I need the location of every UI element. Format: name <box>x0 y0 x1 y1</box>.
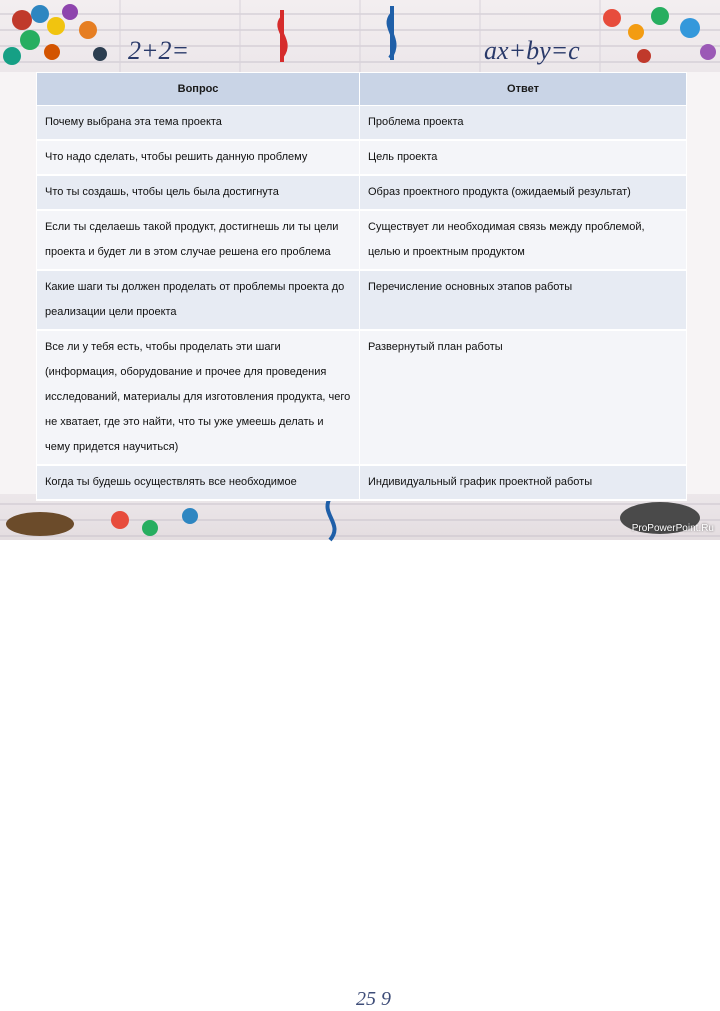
question-cell: Что надо сделать, чтобы решить данную проблему <box>37 140 360 175</box>
decorative-top-banner <box>0 0 720 72</box>
question-cell: Все ли у тебя есть, чтобы проделать эти шаги (информация, оборудование и прочее для проведения исследований, материалы для изготовления продукта, чего не хватает, где это найти, что ты уже умеешь делать и чему придется научиться) <box>37 330 360 465</box>
table-header-row <box>37 73 687 106</box>
answer-cell: Индивидуальный график проектной работы <box>360 465 687 500</box>
watermark-text: ProPowerPoint.Ru <box>631 523 714 534</box>
answer-cell: Развернутый план работы <box>360 330 687 465</box>
table-row <box>37 270 687 330</box>
table-row <box>37 106 687 141</box>
school-supplies-illustration <box>0 0 720 72</box>
question-cell: Какие шаги ты должен проделать от проблемы проекта до реализации цели проекта <box>37 270 360 330</box>
question-cell: Когда ты будешь осуществлять все необходимое <box>37 465 360 500</box>
decorative-left-margin <box>0 72 36 494</box>
formula-decoration-bottom: 25 9 <box>356 988 391 1010</box>
header-question: Вопрос <box>37 73 360 106</box>
table-row <box>37 140 687 175</box>
table-row <box>37 465 687 500</box>
formula-decoration-right: ax+by=c <box>484 36 580 65</box>
answer-cell: Цель проекта <box>360 140 687 175</box>
project-questions-table-container <box>36 72 686 501</box>
question-cell: Что ты создашь, чтобы цель была достигнута <box>37 175 360 210</box>
header-answer: Ответ <box>360 73 687 106</box>
table-row <box>37 175 687 210</box>
question-cell: Почему выбрана эта тема проекта <box>37 106 360 141</box>
decorative-right-margin <box>686 72 720 494</box>
table-row <box>37 330 687 465</box>
answer-cell: Существует ли необходимая связь между проблемой, целью и проектным продуктом <box>360 210 687 270</box>
table-row <box>37 210 687 270</box>
formula-decoration-left: 2+2= <box>128 36 190 65</box>
project-questions-table <box>36 72 687 501</box>
answer-cell: Перечисление основных этапов работы <box>360 270 687 330</box>
question-cell: Если ты сделаешь такой продукт, достигнешь ли ты цели проекта и будет ли в этом случае решена его проблема <box>37 210 360 270</box>
answer-cell: Проблема проекта <box>360 106 687 141</box>
answer-cell: Образ проектного продукта (ожидаемый результат) <box>360 175 687 210</box>
